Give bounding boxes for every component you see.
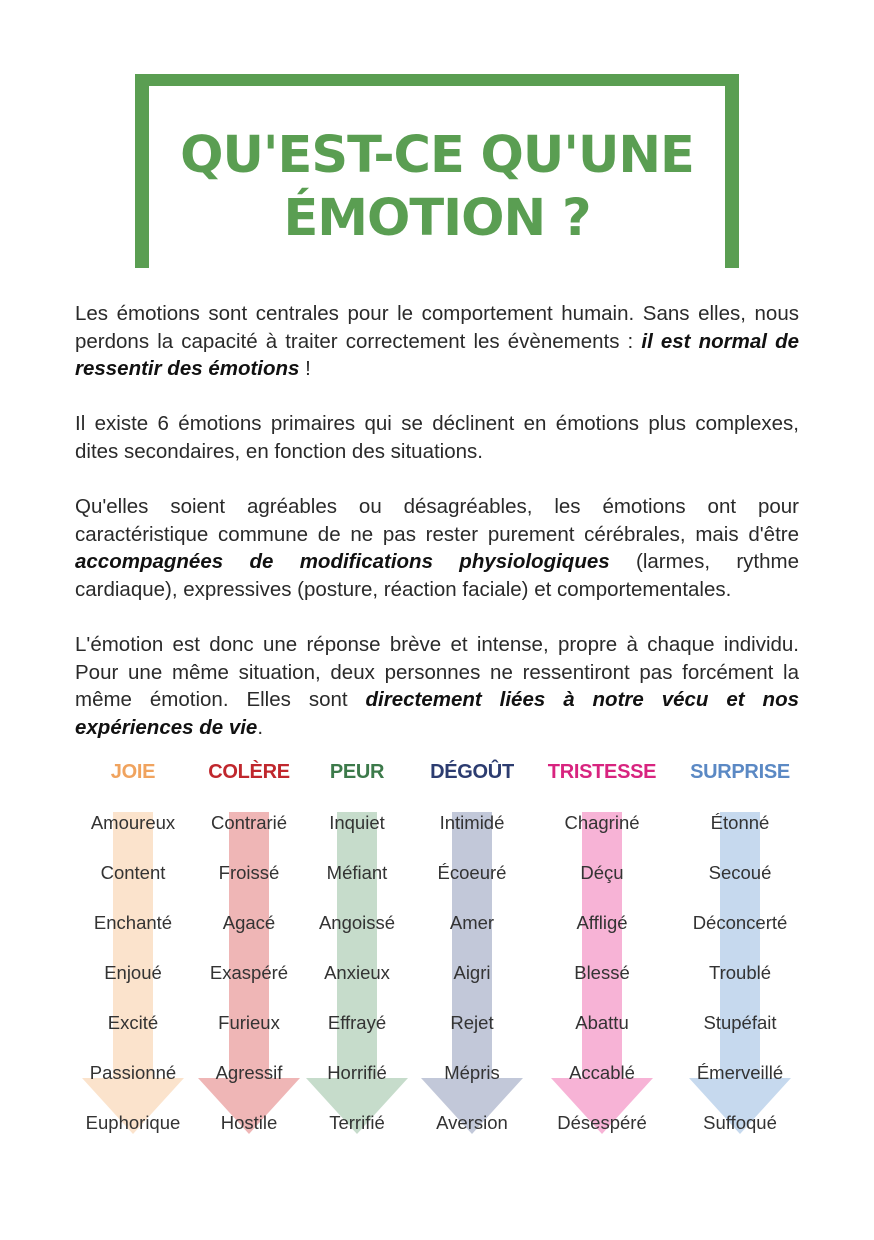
emotion-word: Hostile <box>220 1112 278 1133</box>
p2-text: Il existe 6 émotions primaires qui se déclinent en émotions plus complexes, dites secondaires, en fonction des situations. <box>75 412 799 463</box>
emotion-word: Mépris <box>444 1062 500 1083</box>
p3-text: Qu'elles soient agréables ou désagréables, les émotions ont pour caractéristique commune de ne pas rester purement cérébrales, mais d'être <box>75 495 799 546</box>
emotion-word: Effrayé <box>327 1012 387 1033</box>
emotion-word: Méfiant <box>326 862 388 883</box>
emotion-word: Enjoué <box>104 962 162 983</box>
emotion-word: Froissé <box>218 862 280 883</box>
emotion-word: Abattu <box>575 1012 629 1033</box>
emotion-word: Accablé <box>569 1062 635 1083</box>
emotion-title: DÉGOÛT <box>430 761 514 783</box>
emotion-word: Désespéré <box>557 1112 647 1133</box>
emotion-word: Angoissé <box>318 912 396 933</box>
emotion-word: Intimidé <box>439 812 505 833</box>
p3-emphasis: accompagnées de modifications physiologiques <box>75 550 610 574</box>
emotion-word: Déçu <box>580 862 624 883</box>
emotion-word: Stupéfait <box>703 1012 777 1033</box>
emotion-title: JOIE <box>110 761 156 783</box>
p4-emphasis: directement liées à notre vécu et nos expériences de vie <box>75 688 799 739</box>
emotion-word: Euphorique <box>85 1112 181 1133</box>
p4-text: L'émotion est donc une réponse brève et intense, propre à chaque individu. Pour une même situation, deux personnes ne ressentiront pas forcément la même émotion. Elles sont <box>75 633 799 712</box>
emotion-word: Déconcerté <box>692 912 788 933</box>
emotion-column-surprise <box>675 760 805 1133</box>
page-title <box>135 124 739 250</box>
emotion-word: Troublé <box>708 962 772 983</box>
title-line-2: ÉMOTION ? <box>283 189 591 248</box>
emotion-word: Étonné <box>710 812 770 833</box>
title-line-1: QU'EST-CE QU'UNE <box>180 126 694 185</box>
emotion-word: Affligé <box>576 912 628 933</box>
emotion-word: Anxieux <box>324 962 390 983</box>
emotion-word: Aigri <box>453 962 491 983</box>
paragraph-2 <box>75 410 799 465</box>
emotion-column-joie <box>68 760 198 1133</box>
emotion-word: Horrifié <box>327 1062 387 1083</box>
paragraph-4 <box>75 631 799 741</box>
emotion-word: Aversion <box>436 1112 508 1133</box>
emotion-word: Amoureux <box>90 812 176 833</box>
emotion-word: Passionné <box>89 1062 177 1083</box>
emotion-word: Écoeuré <box>437 862 507 883</box>
emotion-word: Inquiet <box>329 812 385 833</box>
p3-end: (larmes, rythme cardiaque), expressives (posture, réaction faciale) et comportementales. <box>75 550 799 601</box>
emotion-word: Agressif <box>215 1062 283 1083</box>
emotion-word: Suffoqué <box>703 1112 777 1133</box>
emotion-word: Excité <box>107 1012 159 1033</box>
paragraph-3 <box>75 493 799 603</box>
p4-end: . <box>257 715 264 739</box>
emotion-word: Exaspéré <box>209 962 289 983</box>
p1-text: Les émotions sont centrales pour le comportement humain. Sans elles, nous perdons la capacité à traiter correctement les évènements : <box>75 302 799 353</box>
emotion-column-dégoût <box>407 760 537 1133</box>
emotion-column-tristesse <box>537 760 667 1133</box>
p1-end: ! <box>299 357 311 381</box>
emotion-word: Contrarié <box>210 812 288 833</box>
emotion-title: COLÈRE <box>208 761 290 783</box>
emotion-word: Enchanté <box>93 912 173 933</box>
emotion-word: Secoué <box>708 862 772 883</box>
emotion-word: Chagriné <box>564 812 640 833</box>
emotion-title: SURPRISE <box>690 761 790 783</box>
p1-emphasis: il est normal de ressentir des émotions <box>75 329 799 381</box>
emotion-word: Content <box>100 862 166 883</box>
emotion-word: Terrifié <box>329 1112 385 1133</box>
paragraph-1 <box>75 300 799 383</box>
emotion-word: Furieux <box>218 1012 280 1033</box>
emotion-title: PEUR <box>329 761 385 783</box>
emotion-word: Agacé <box>222 912 276 933</box>
emotion-word: Rejet <box>450 1012 494 1033</box>
emotion-word: Blessé <box>574 962 630 983</box>
emotion-word: Amer <box>449 912 495 933</box>
emotion-title: TRISTESSE <box>547 761 657 783</box>
emotion-column-peur <box>292 760 422 1133</box>
emotion-word: Émerveillé <box>696 1062 784 1083</box>
